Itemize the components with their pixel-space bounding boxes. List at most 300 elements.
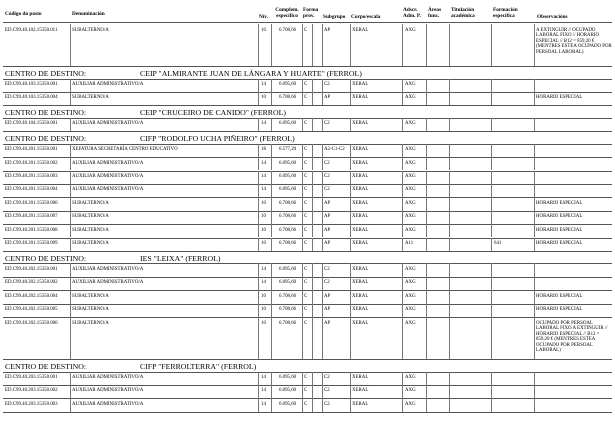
- cell-den: SUBALTERNO/A: [72, 227, 109, 233]
- cell-sg: AP: [324, 241, 331, 246]
- column-separator: [426, 118, 427, 131]
- column-separator: [449, 277, 450, 290]
- cell-obs: HORARIO ESPECIAL: [536, 214, 583, 220]
- cell-sg: AP: [324, 214, 331, 220]
- cell-niv: 10: [261, 227, 266, 233]
- column-separator: [312, 79, 313, 92]
- column-separator: [302, 398, 303, 411]
- column-separator: [402, 118, 403, 131]
- cell-niv: 10: [261, 307, 266, 313]
- column-separator: [70, 118, 71, 131]
- cell-code: ED.C99.40.201.15350.002: [5, 160, 58, 166]
- column-separator: [350, 317, 351, 359]
- column-separator: [70, 398, 71, 411]
- column-separator: [491, 24, 492, 66]
- cell-code: ED.C99.40.201.15350.004: [5, 187, 58, 193]
- cell-den: SUBALTERNO/A: [72, 320, 109, 326]
- column-separator: [312, 197, 313, 210]
- column-separator: [402, 372, 403, 385]
- column-separator: [258, 79, 259, 92]
- cell-comp: 6.095,60: [279, 375, 297, 380]
- column-separator: [312, 24, 313, 66]
- column-separator: [491, 263, 492, 276]
- row-rule: [3, 224, 612, 225]
- column-separator: [70, 24, 71, 66]
- section-rule: [3, 372, 612, 373]
- cell-comp: 6.095,60: [279, 160, 297, 166]
- row-rule: [3, 304, 612, 305]
- cell-niv: 10: [261, 293, 266, 299]
- column-separator: [426, 211, 427, 224]
- column-separator: [271, 211, 272, 224]
- column-separator: [402, 238, 403, 251]
- column-separator: [426, 92, 427, 105]
- cell-niv: 14: [261, 121, 266, 127]
- column-separator: [258, 184, 259, 197]
- cell-corpo: XERAL: [352, 307, 369, 313]
- cell-den: AUXILIAR ADMINISTRATIVO/A: [72, 82, 144, 87]
- column-separator: [70, 79, 71, 92]
- cell-corpo: XERAL: [352, 121, 369, 127]
- column-separator: [449, 157, 450, 170]
- column-separator: [271, 277, 272, 290]
- cell-comp: 6.708,66: [279, 320, 297, 326]
- cell-f: C: [304, 27, 308, 33]
- cell-f: C: [304, 95, 308, 101]
- column-separator: [271, 184, 272, 197]
- row-rule: [3, 197, 612, 198]
- column-separator: [491, 171, 492, 184]
- column-separator: [350, 118, 351, 131]
- cell-niv: 10: [261, 320, 266, 326]
- column-separator: [312, 211, 313, 224]
- column-separator: [258, 144, 259, 157]
- column-separator: [449, 263, 450, 276]
- cell-den: SUBALTERNO/A: [72, 27, 109, 33]
- cell-code: ED.C99.40.203.15350.002: [5, 388, 58, 394]
- column-separator: [312, 92, 313, 105]
- column-separator: [271, 157, 272, 170]
- column-separator: [534, 372, 535, 385]
- column-separator: [426, 372, 427, 385]
- column-separator: [70, 372, 71, 385]
- column-separator: [302, 197, 303, 210]
- row-rule: [3, 359, 612, 360]
- column-separator: [312, 398, 313, 411]
- column-separator: [426, 317, 427, 359]
- column-separator: [70, 277, 71, 290]
- section-rule: [3, 79, 612, 80]
- row-rule: [3, 251, 612, 252]
- header-forma: Forma prov.: [303, 7, 319, 19]
- column-separator: [312, 118, 313, 131]
- cell-corpo: XERAL: [352, 266, 369, 272]
- center-name: CEIP "CRUCEIRO DE CANIDO" (FERROL): [140, 108, 286, 118]
- cell-code: ED.C99.40.202.15350.002: [5, 280, 58, 286]
- column-separator: [312, 171, 313, 184]
- header-formacion: Formación específica: [493, 7, 518, 19]
- cell-den: AUXILIAR ADMINISTRATIVO/A: [72, 121, 144, 127]
- cell-code: ED.C99.40.202.15350.001: [5, 266, 58, 272]
- column-separator: [534, 197, 535, 210]
- column-separator: [322, 290, 323, 303]
- row-rule: [3, 184, 612, 185]
- column-separator: [258, 24, 259, 66]
- column-separator: [312, 238, 313, 251]
- column-separator: [312, 144, 313, 157]
- cell-den: SUBALTERNO/A: [72, 293, 109, 299]
- column-separator: [426, 171, 427, 184]
- column-separator: [426, 224, 427, 237]
- cell-sg: AP: [324, 200, 331, 206]
- cell-niv: 14: [261, 266, 266, 272]
- column-separator: [426, 385, 427, 398]
- cell-obs: A EXTINGUIR // OCUPADO LABORAL FIXO // HORARIO ESPECIAL // B12 = 859,20 € (MENTRES ESTEA OCUPADO POR PERSOAL LABORAL): [536, 27, 612, 55]
- column-separator: [322, 372, 323, 385]
- column-separator: [302, 385, 303, 398]
- cell-corpo: XERAL: [352, 401, 369, 407]
- cell-ads: AXG: [405, 214, 416, 220]
- cell-niv: 10: [261, 214, 266, 220]
- column-separator: [491, 398, 492, 411]
- column-separator: [449, 224, 450, 237]
- cell-sg: C2: [324, 266, 330, 272]
- cell-corpo: XERAL: [352, 95, 369, 101]
- cell-corpo: XERAL: [352, 388, 369, 394]
- column-separator: [258, 263, 259, 276]
- column-separator: [402, 184, 403, 197]
- column-separator: [426, 157, 427, 170]
- cell-obs: HORARIO ESPECIAL: [536, 293, 583, 299]
- column-separator: [491, 211, 492, 224]
- column-separator: [491, 144, 492, 157]
- column-separator: [302, 92, 303, 105]
- cell-corpo: XERAL: [352, 241, 369, 246]
- cell-code: ED.C99.40.201.15350.003: [5, 174, 58, 179]
- cell-obs: HORARIO ESPECIAL: [536, 95, 583, 101]
- column-separator: [258, 157, 259, 170]
- row-rule: [3, 317, 612, 318]
- column-separator: [271, 171, 272, 184]
- cell-ads: AXG: [405, 82, 416, 87]
- cell-comp: 6.095,60: [279, 388, 297, 394]
- column-separator: [258, 118, 259, 131]
- header-nivel: Nív.: [259, 14, 268, 20]
- column-separator: [402, 171, 403, 184]
- column-separator: [258, 372, 259, 385]
- column-separator: [258, 197, 259, 210]
- column-separator: [491, 277, 492, 290]
- row-rule: [3, 385, 612, 386]
- center-label: CENTRO DE DESTINO:: [5, 362, 86, 371]
- column-separator: [426, 304, 427, 317]
- cell-f: C: [304, 320, 308, 326]
- cell-ads: AXG: [405, 280, 416, 286]
- column-separator: [491, 118, 492, 131]
- cell-den: AUXILIAR ADMINISTRATIVO/A: [72, 375, 144, 380]
- column-separator: [449, 24, 450, 66]
- column-separator: [449, 211, 450, 224]
- cell-sg: AP: [324, 307, 331, 313]
- column-separator: [322, 238, 323, 251]
- cell-niv: 14: [261, 82, 266, 87]
- column-separator: [322, 118, 323, 131]
- cell-sg: C2: [324, 187, 330, 193]
- header-subgrupo: Subgrupo: [323, 14, 346, 20]
- column-separator: [449, 79, 450, 92]
- cell-comp: 6.095,60: [279, 174, 297, 179]
- column-separator: [271, 118, 272, 131]
- cell-niv: 14: [261, 401, 266, 407]
- column-separator: [312, 385, 313, 398]
- row-rule: [3, 211, 612, 212]
- column-separator: [426, 263, 427, 276]
- column-separator: [271, 92, 272, 105]
- cell-f: C: [304, 280, 308, 286]
- column-separator: [302, 372, 303, 385]
- cell-ads: AXG: [405, 375, 416, 380]
- column-separator: [70, 317, 71, 359]
- column-separator: [534, 24, 535, 66]
- column-separator: [534, 290, 535, 303]
- cell-ads: AXG: [405, 266, 416, 272]
- center-label: CENTRO DE DESTINO:: [5, 134, 86, 144]
- column-separator: [322, 24, 323, 66]
- column-separator: [491, 238, 492, 251]
- cell-sg: C2: [324, 401, 330, 407]
- row-rule: [3, 105, 612, 106]
- header-areas: Áreas func.: [428, 7, 442, 19]
- column-separator: [449, 398, 450, 411]
- cell-den: AUXILIAR ADMINISTRATIVO/A: [72, 160, 144, 166]
- column-separator: [426, 79, 427, 92]
- cell-f: C: [304, 293, 308, 299]
- cell-f: C: [304, 214, 308, 220]
- cell-ads: AXG: [405, 227, 416, 233]
- column-separator: [271, 79, 272, 92]
- column-separator: [271, 238, 272, 251]
- section-rule: [3, 263, 612, 264]
- column-separator: [402, 92, 403, 105]
- column-separator: [70, 263, 71, 276]
- column-separator: [312, 157, 313, 170]
- column-separator: [70, 197, 71, 210]
- column-separator: [449, 92, 450, 105]
- column-separator: [322, 398, 323, 411]
- cell-sg: C2: [324, 174, 330, 179]
- column-separator: [534, 144, 535, 157]
- cell-comp: 6.095,60: [279, 121, 297, 127]
- column-separator: [258, 238, 259, 251]
- column-separator: [402, 224, 403, 237]
- column-separator: [491, 372, 492, 385]
- column-separator: [350, 290, 351, 303]
- column-separator: [449, 317, 450, 359]
- column-separator: [534, 238, 535, 251]
- cell-sg: C2: [324, 160, 330, 166]
- column-separator: [491, 304, 492, 317]
- cell-obs: HORARIO ESPECIAL: [536, 307, 583, 313]
- cell-sg: C2: [324, 280, 330, 286]
- cell-f: C: [304, 82, 308, 87]
- column-separator: [322, 317, 323, 359]
- cell-comp: 6.708,66: [279, 307, 297, 313]
- column-separator: [70, 92, 71, 105]
- cell-corpo: XERAL: [352, 227, 369, 233]
- column-separator: [350, 79, 351, 92]
- cell-comp: 6.095,60: [279, 187, 297, 193]
- cell-code: ED.C99.40.202.15350.006: [5, 320, 58, 326]
- column-separator: [491, 197, 492, 210]
- column-separator: [258, 290, 259, 303]
- center-name: CEIP "ALMIRANTE JUAN DE LÁNGARA Y HUARTE" (FERROL): [140, 69, 362, 78]
- cell-sg: AP: [324, 27, 331, 33]
- cell-f: C: [304, 307, 308, 313]
- column-separator: [312, 304, 313, 317]
- column-separator: [491, 317, 492, 359]
- center-label: CENTRO DE DESTINO:: [5, 108, 86, 118]
- column-separator: [70, 184, 71, 197]
- cell-niv: 14: [261, 187, 266, 193]
- cell-comp: 6.095,60: [279, 401, 297, 407]
- cell-f: C: [304, 227, 308, 233]
- row-rule: [3, 157, 612, 158]
- column-separator: [534, 171, 535, 184]
- cell-f: C: [304, 241, 308, 246]
- column-separator: [302, 157, 303, 170]
- cell-den: AUXILIAR ADMINISTRATIVO/A: [72, 388, 144, 394]
- cell-den: AUXILIAR ADMINISTRATIVO/A: [72, 266, 144, 272]
- cell-corpo: XERAL: [352, 200, 369, 206]
- column-separator: [312, 184, 313, 197]
- column-separator: [426, 277, 427, 290]
- cell-comp: 6.708,66: [279, 227, 297, 233]
- cell-code: ED.C99.40.201.15350.001: [5, 147, 58, 153]
- column-separator: [402, 277, 403, 290]
- column-separator: [449, 372, 450, 385]
- cell-sg: AP: [324, 293, 331, 299]
- column-separator: [302, 118, 303, 131]
- cell-code: ED.C99.40.203.15350.003: [5, 401, 58, 407]
- cell-comp: 6.708,66: [279, 214, 297, 220]
- cell-obs: HORARIO ESPECIAL: [536, 200, 583, 206]
- column-separator: [491, 290, 492, 303]
- column-separator: [302, 317, 303, 359]
- cell-ads: AXG: [405, 293, 416, 299]
- column-separator: [302, 144, 303, 157]
- center-name: CIFP "RODOLFO UCHA PIÑEIRO" (FERROL): [140, 134, 295, 144]
- cell-code: ED.C99.40.201.15350.007: [5, 214, 58, 220]
- column-separator: [402, 263, 403, 276]
- column-separator: [534, 92, 535, 105]
- cell-corpo: XERAL: [352, 160, 369, 166]
- cell-f: C: [304, 160, 308, 166]
- column-separator: [322, 277, 323, 290]
- column-separator: [449, 385, 450, 398]
- column-separator: [491, 224, 492, 237]
- column-separator: [258, 304, 259, 317]
- cell-den: SUBALTERNO/A: [72, 200, 109, 206]
- row-rule: [3, 290, 612, 291]
- cell-den: SUBALTERNO/A: [72, 241, 109, 246]
- column-separator: [449, 118, 450, 131]
- row-rule: [3, 92, 612, 93]
- column-separator: [302, 184, 303, 197]
- cell-ads: AXG: [405, 187, 416, 193]
- column-separator: [402, 290, 403, 303]
- cell-comp: 6.708,66: [279, 200, 297, 206]
- column-separator: [534, 277, 535, 290]
- column-separator: [402, 79, 403, 92]
- row-rule: [3, 398, 612, 399]
- cell-corpo: XERAL: [352, 82, 369, 87]
- column-separator: [402, 157, 403, 170]
- cell-code: ED.C99.40.104.15350.001: [5, 121, 58, 127]
- cell-ads: A11: [405, 241, 414, 246]
- cell-comp: 6.708,66: [279, 95, 297, 101]
- column-separator: [258, 317, 259, 359]
- column-separator: [271, 398, 272, 411]
- column-separator: [534, 224, 535, 237]
- row-rule: [3, 131, 612, 132]
- cell-code: ED.C99.40.203.15350.001: [5, 375, 58, 380]
- column-separator: [534, 157, 535, 170]
- header-codigo: Código do posto: [5, 11, 42, 17]
- column-separator: [402, 24, 403, 66]
- cell-code: ED.C99.40.103.15350.004: [5, 95, 58, 101]
- column-separator: [302, 171, 303, 184]
- column-separator: [534, 304, 535, 317]
- cell-niv: 18: [261, 147, 266, 153]
- cell-sg: C2: [324, 82, 330, 87]
- cell-ads: AXG: [405, 160, 416, 166]
- cell-den: AUXILIAR ADMINISTRATIVO/A: [72, 280, 144, 286]
- cell-corpo: XERAL: [352, 174, 369, 179]
- cell-den: XEFATURA SECRETARÍA CENTRO EDUCATIVO: [72, 147, 178, 153]
- column-separator: [449, 171, 450, 184]
- column-separator: [271, 385, 272, 398]
- cell-sg: AP: [324, 320, 331, 326]
- header-denominacion: Denominación: [72, 11, 105, 17]
- column-separator: [534, 118, 535, 131]
- cell-code: ED.C99.40.202.15350.005: [5, 307, 58, 313]
- cell-niv: 14: [261, 280, 266, 286]
- cell-code: ED.C99.40.102.15350.011: [5, 27, 58, 33]
- cell-ads: AXG: [405, 320, 416, 326]
- cell-f: C: [304, 147, 308, 153]
- column-separator: [350, 277, 351, 290]
- column-separator: [302, 263, 303, 276]
- cell-den: SUBALTERNO/A: [72, 307, 109, 313]
- cell-ads: AXG: [405, 147, 416, 153]
- column-separator: [271, 304, 272, 317]
- column-separator: [312, 372, 313, 385]
- column-separator: [271, 224, 272, 237]
- cell-code: ED.C99.40.202.15350.004: [5, 293, 58, 299]
- column-separator: [449, 144, 450, 157]
- column-separator: [491, 157, 492, 170]
- column-separator: [70, 290, 71, 303]
- cell-comp: 6.708,66: [279, 27, 297, 33]
- column-separator: [449, 184, 450, 197]
- cell-comp: 6.095,60: [279, 82, 297, 87]
- column-separator: [350, 372, 351, 385]
- header-adscr: Adscr. Adm. P.: [403, 7, 421, 19]
- column-separator: [449, 238, 450, 251]
- column-separator: [350, 263, 351, 276]
- column-separator: [534, 263, 535, 276]
- header-rule: [3, 22, 612, 23]
